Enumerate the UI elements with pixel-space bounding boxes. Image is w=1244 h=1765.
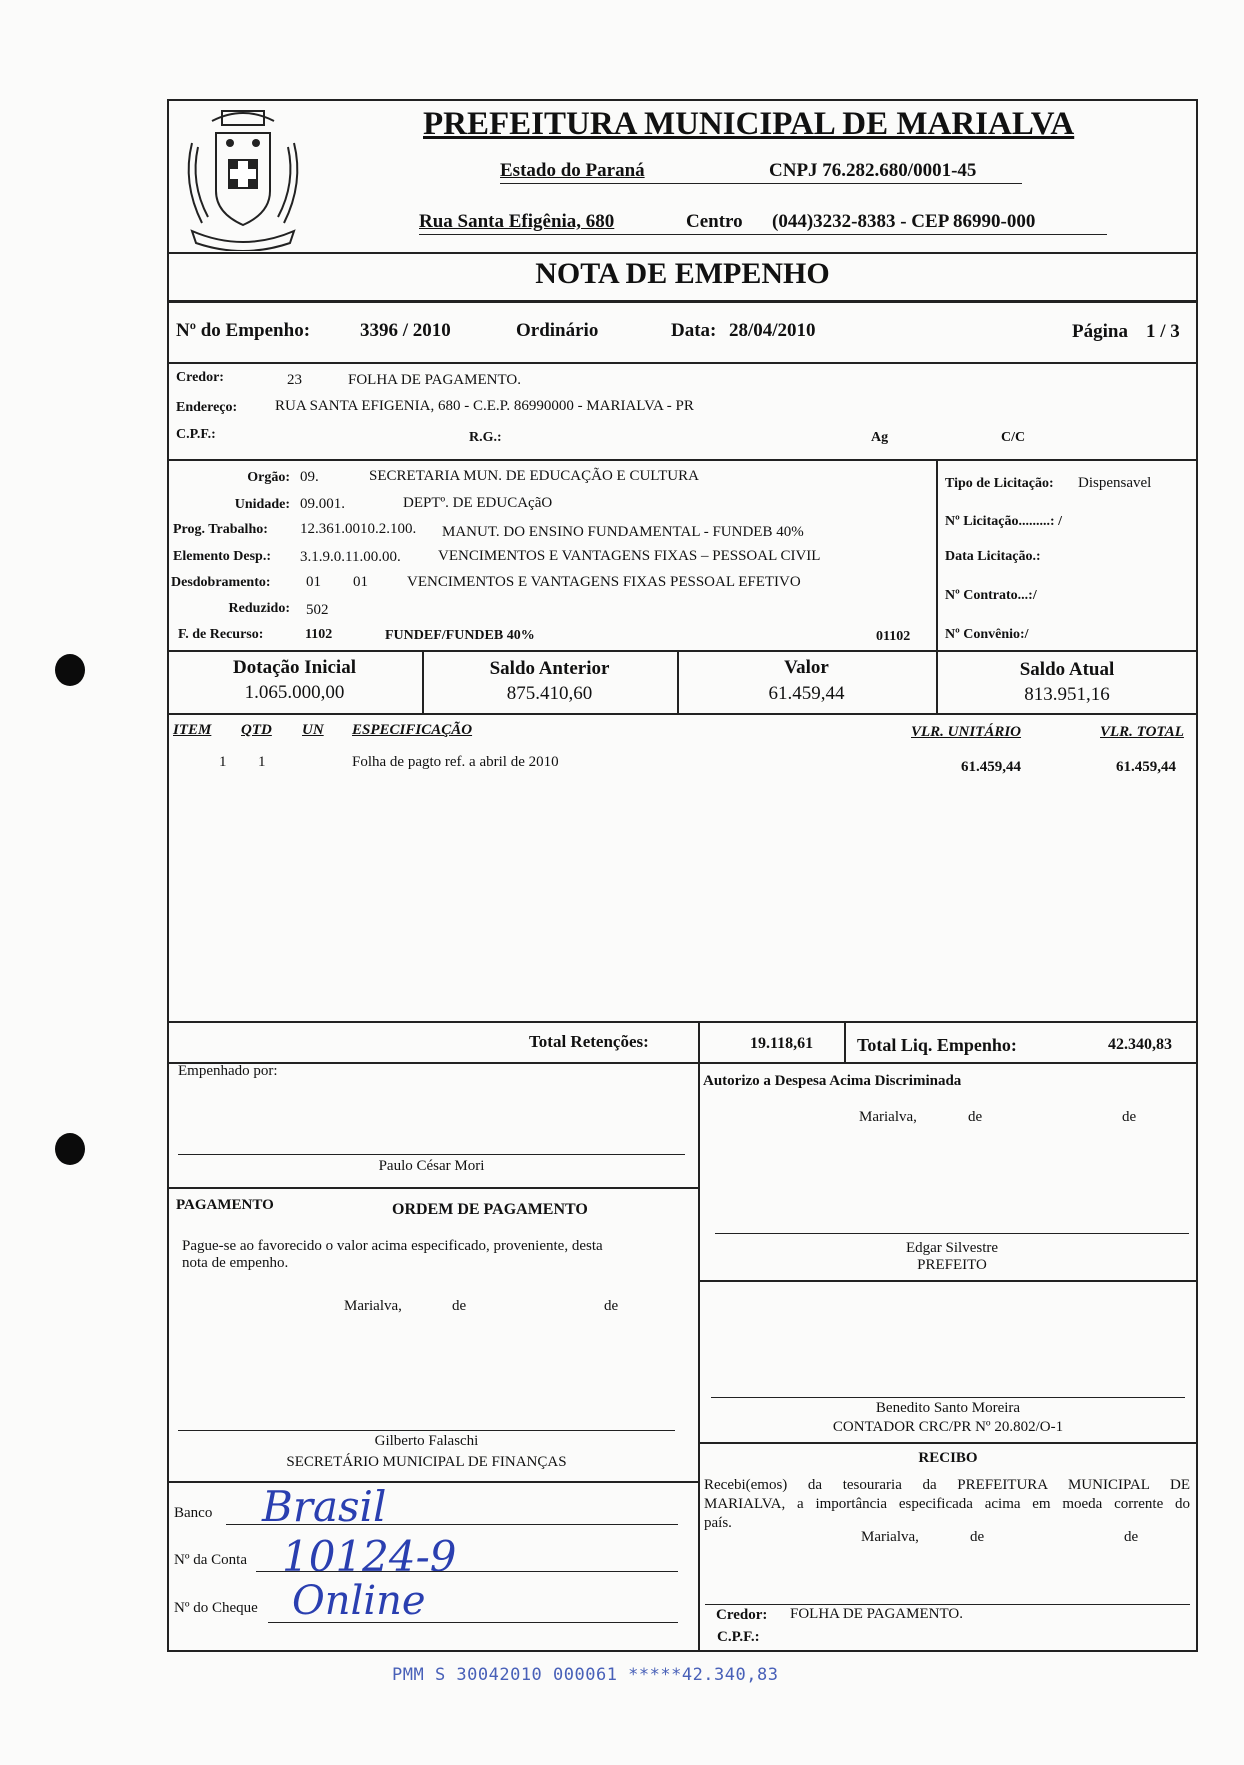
recurso-label: F. de Recurso:	[178, 627, 264, 642]
orgao-code: 09.	[300, 469, 319, 485]
total-value-col-header: VLR. TOTAL	[1100, 724, 1184, 740]
recibo-signature-line	[705, 1604, 1190, 1605]
saldo-anterior-label: Saldo Anterior	[489, 658, 610, 679]
retencoes-value: 19.118,61	[750, 1035, 814, 1052]
contador-title: CONTADOR CRC/PR Nº 20.802/O-1	[832, 1419, 1064, 1435]
empenhado-signer-name: Paulo César Mori	[378, 1158, 485, 1174]
contador-divider	[698, 1442, 1198, 1444]
credor-code: 23	[287, 372, 302, 388]
totals-divider-2	[844, 1021, 846, 1063]
conta-label: Nº da Conta	[174, 1552, 247, 1568]
rg-label: R.G.:	[469, 430, 502, 445]
secretario-signature-line	[178, 1430, 675, 1431]
elemento-label: Elemento Desp.:	[173, 549, 271, 564]
page-number: 1 / 3	[1146, 321, 1180, 342]
prefeito-title: PREFEITO	[917, 1257, 987, 1273]
address-label: Rua Santa Efigênia, 680	[419, 211, 615, 232]
empenhado-por-label: Empenhado por:	[178, 1063, 278, 1079]
cheque-label: Nº do Cheque	[174, 1600, 258, 1616]
recibo-place: Marialva,	[861, 1529, 919, 1545]
empenho-number: 3396 / 2010	[360, 320, 451, 341]
autorizo-day-of: de	[968, 1109, 983, 1125]
row-unit-value: 61.459,44	[961, 759, 1021, 775]
empenho-divider	[167, 362, 1198, 364]
programa-code: 12.361.0010.2.100.	[300, 521, 417, 537]
recurso-name: FUNDEF/FUNDEB 40%	[385, 628, 535, 643]
desdobramento-code-a: 01	[306, 574, 321, 590]
liquido-label: Total Liq. Empenho:	[857, 1035, 1017, 1055]
cheque-handwritten: Online	[292, 1578, 426, 1624]
orgao-label: Orgão:	[247, 470, 290, 485]
pagamento-text-line-1: Pague-se ao favorecido o valor acima especificado, proveniente, desta	[182, 1238, 603, 1254]
totals-divider-1	[698, 1021, 700, 1063]
unidade-label: Unidade:	[234, 497, 290, 512]
estado-label: Estado do Paraná	[500, 160, 645, 181]
secretario-divider	[167, 1481, 698, 1483]
unidade-code: 09.001.	[300, 496, 345, 512]
reduzido-value: 502	[306, 602, 329, 618]
agency-label: Ag	[871, 430, 889, 445]
programa-label: Prog. Trabalho:	[173, 522, 268, 537]
un-col-header: UN	[302, 722, 324, 738]
recibo-title: RECIBO	[918, 1450, 978, 1466]
credor-address: RUA SANTA EFIGENIA, 680 - C.E.P. 86990000 - MARIALVA - PR	[275, 398, 694, 414]
recibo-text-line-1: Recebi(emos) da tesouraria da PREFEITURA MUNICIPAL DE	[704, 1477, 1190, 1493]
desdobramento-label: Desdobramento:	[171, 575, 271, 590]
prefeito-name: Edgar Silvestre	[905, 1240, 999, 1256]
row-total-value: 61.459,44	[1116, 759, 1176, 775]
orgao-name: SECRETARIA MUN. DE EDUCAÇÃO E CULTURA	[369, 468, 699, 484]
punch-hole-bottom	[55, 1133, 85, 1165]
account-label: C/C	[1001, 430, 1026, 445]
page-label: Página	[1072, 321, 1128, 342]
pagamento-month-of: de	[604, 1298, 619, 1314]
punch-hole-top	[55, 654, 85, 686]
empenho-date-label: Data:	[671, 320, 717, 341]
cpf-label: C.P.F.:	[176, 427, 216, 442]
row-item: 1	[219, 754, 227, 770]
empenhado-signature-line	[178, 1154, 685, 1155]
saldo-atual-value: 813.951,16	[1024, 684, 1110, 705]
recibo-text-line-2: MARIALVA, a importância especificada acima em moeda corrente do	[704, 1496, 1190, 1512]
recibo-day-of: de	[970, 1529, 985, 1545]
liquido-value: 42.340,83	[1108, 1036, 1172, 1053]
numero-licitacao-label: Nº Licitação.........: /	[945, 514, 1062, 529]
autorizo-place: Marialva,	[859, 1109, 917, 1125]
recurso-code: 1102	[305, 627, 333, 642]
contrato-label: Nº Contrato...:/	[945, 588, 1037, 603]
saldo-atual-label: Saldo Atual	[1019, 659, 1115, 680]
cheque-line	[268, 1622, 678, 1623]
valor-value: 61.459,44	[768, 683, 845, 704]
pagamento-text-line-2: nota de empenho.	[182, 1255, 289, 1271]
elemento-name: VENCIMENTOS E VANTAGENS FIXAS – PESSOAL CIVIL	[438, 548, 821, 564]
recibo-month-of: de	[1124, 1529, 1139, 1545]
programa-name: MANUT. DO ENSINO FUNDAMENTAL - FUNDEB 40%	[442, 524, 804, 540]
district-label: Centro	[686, 211, 743, 232]
document-title: NOTA DE EMPENHO	[535, 257, 830, 290]
contador-signature-line	[711, 1397, 1185, 1398]
empenho-type: Ordinário	[516, 320, 599, 341]
recibo-cpf-label: C.P.F.:	[717, 1629, 760, 1645]
empenho-number-label: Nº do Empenho:	[176, 320, 311, 341]
credor-label: Credor:	[176, 370, 224, 385]
convenio-label: Nº Convênio:/	[945, 627, 1029, 642]
unit-value-col-header: VLR. UNITÁRIO	[911, 724, 1022, 740]
desdobramento-code-b: 01	[353, 574, 368, 590]
classification-separator	[936, 459, 938, 650]
cnpj-label: CNPJ 76.282.680/0001-45	[769, 160, 977, 181]
pagamento-place: Marialva,	[344, 1298, 402, 1314]
saldos-bottom-divider	[167, 713, 1198, 715]
payment-stamp: PMM S 30042010 000061 *****42.340,83	[392, 1665, 779, 1685]
prefeito-divider	[698, 1280, 1198, 1282]
endereco-label: Endereço:	[176, 400, 238, 415]
credor-name: FOLHA DE PAGAMENTO.	[348, 372, 521, 388]
item-col-header: ITEM	[173, 722, 212, 738]
recurso-number: 01102	[876, 629, 911, 644]
prefeitura-title: PREFEITURA MUNICIPAL DE MARIALVA	[423, 106, 1075, 142]
conta-line	[256, 1571, 678, 1572]
saldo-anterior-value: 875.410,60	[506, 683, 593, 704]
desdobramento-name: VENCIMENTOS E VANTAGENS FIXAS PESSOAL EFETIVO	[407, 574, 801, 590]
lower-column-divider	[698, 1062, 700, 1652]
banco-label: Banco	[174, 1505, 213, 1521]
row-qtd: 1	[258, 754, 266, 770]
retencoes-label: Total Retenções:	[529, 1032, 649, 1051]
prefeito-signature-line	[715, 1233, 1189, 1234]
empenhado-divider	[167, 1187, 698, 1189]
secretario-title: SECRETÁRIO MUNICIPAL DE FINANÇAS	[286, 1454, 567, 1470]
saldos-top-divider	[167, 650, 1198, 652]
tipo-licitacao-label: Tipo de Licitação:	[945, 476, 1054, 491]
dotacao-inicial-label: Dotação Inicial	[233, 657, 356, 678]
totals-bottom-divider	[167, 1062, 1198, 1064]
credor-divider	[167, 459, 1198, 461]
phone-cep-label: (044)3232-8383 - CEP 86990-000	[772, 211, 1036, 232]
municipal-coat-of-arms	[172, 103, 314, 251]
estado-underline	[500, 183, 1022, 184]
qtd-col-header: QTD	[241, 722, 272, 738]
autorizo-month-of: de	[1122, 1109, 1137, 1125]
row-especificacao: Folha de pagto ref. a abril de 2010	[352, 754, 559, 770]
conta-handwritten: 10124-9	[282, 1532, 457, 1581]
recibo-credor-label: Credor:	[716, 1607, 768, 1623]
valor-label: Valor	[784, 657, 829, 678]
data-licitacao-label: Data Licitação.:	[945, 549, 1041, 564]
tipo-licitacao-value: Dispensavel	[1078, 475, 1152, 491]
unidade-name: DEPTº. DE EDUCAçãO	[403, 495, 553, 511]
secretario-name: Gilberto Falaschi	[374, 1433, 479, 1449]
items-bottom-divider	[167, 1021, 1198, 1023]
title-divider	[167, 300, 1198, 303]
recibo-text-line-3: país.	[704, 1515, 732, 1531]
autorizo-text: Autorizo a Despesa Acima Discriminada	[703, 1073, 962, 1089]
especificacao-col-header: ESPECIFICAÇÃO	[352, 722, 473, 738]
reduzido-label: Reduzido:	[228, 601, 290, 616]
pagamento-label: PAGAMENTO	[176, 1197, 274, 1213]
empenho-date: 28/04/2010	[729, 320, 816, 341]
recibo-credor-name: FOLHA DE PAGAMENTO.	[790, 1606, 963, 1622]
banco-line	[226, 1524, 678, 1525]
banco-handwritten: Brasil	[262, 1482, 387, 1531]
elemento-code: 3.1.9.0.11.00.00.	[300, 549, 401, 565]
ordem-pagamento-title: ORDEM DE PAGAMENTO	[392, 1201, 588, 1218]
dotacao-inicial-value: 1.065.000,00	[244, 682, 345, 703]
contador-name: Benedito Santo Moreira	[875, 1400, 1021, 1416]
pagamento-day-of: de	[452, 1298, 467, 1314]
address-underline	[419, 234, 1107, 235]
header-divider	[167, 252, 1198, 254]
